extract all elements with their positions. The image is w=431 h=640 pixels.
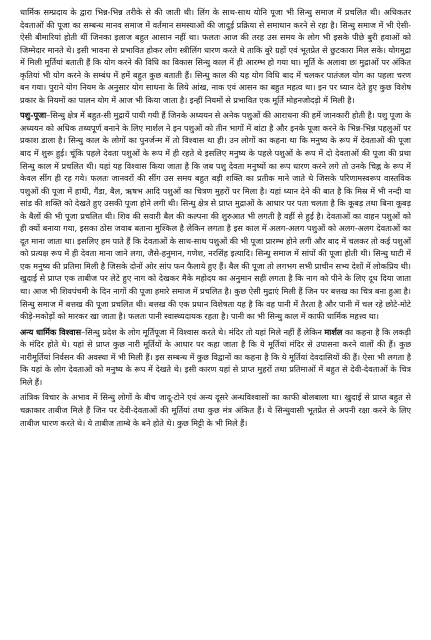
document-page [20, 6, 411, 634]
paragraph-animal-worship [20, 109, 411, 322]
paragraph-text: तांत्रिक विचार के अभाव में सिन्धु लोगों के बीच जादू-टोने एवं अन्य दूसरे अन्धविश्वासों का काफी बोलबाला था। खुदाई से प्राप्त बहुत से चक्राकार ताबीज मिले हैं जिन पर देवी-देवताओं की मूर्तियां तथा कुछ मंत्र अंकित हैं। ये सिन्धुवासी भूतप्रेत से अपनी रक्षा करने के लिए ताबीज धारण करते थे। ये ताबीज ताम्बे के बने होते थे। कुछ मिट्टी के भी मिले हैं। [20, 392, 411, 428]
paragraph-phallic-yoga-worship [20, 6, 411, 106]
paragraph-text: –सिन्धु क्षेत्र में बहुत-सी मुद्रायें पायी गयी हैं जिनके अध्ययन से अनेक पशुओं की आराधना की हमें जानकारी होती है। पशु पूजा के अध्ययन को अधिक तथ्यपूर्ण बनाने के लिए मार्शल ने इन पशुओं को तीन भागों में बांटा है और इनके पूजा करने के भिन्न-भिन्न पहलुओं पर प्रकाश डाला है। सिन्धु काल के लोगों का पुनर्जन्म में तो विश्वास था ही। उन लोगों का कहना था कि मनुष्य के रूप में देवताओं की पूजा बाद में शुरू हुई। चूंकि पहले देवता पशुओं के रूप में ही रहते थे इसलिए मनुष्य के पहले पशुओं के रूप में दो देवताओं की पूजा की प्रथा सिन्धु काल में प्रचलित थी। यहां यह विश्वास किया जाता है कि जब पशु देवता मनुष्यों का रूप धारण करने लगे तो उनके चिह्न के रूप में केवल सींग ही रह गये। फलतः जानवरों की सींग उस समय बहुत बड़ी शक्ति का प्रतीक माने जाते थे जिसके परिणामस्वरूप वास्तविक पशुओं की पूजा में हाथी, गैंडा, बैल, ऋषभ आदि पशुओं का चित्रण मुहरों पर मिला है। यहां ध्यान देने की बात है कि मिस्र में भी नन्दी या सांड की शक्ति को देखते हुए उसकी पूजा होने लगी थी। सिन्धु क्षेत्र से प्राप्त मुद्राओं के आधार पर पता चलता है कि कूबड़ तथा बिना कूबड़ के बैलों की भी पूजा प्रचलित थी। शिव की सवारी बैल की कल्पना की शुरुआत भी लगती है वहीं से हुई है। देवताओं का वाहन पशुओं को ही क्यों बनाया गया, इसका ठोस जवाब बताना मुश्किल है लेकिन लगता है इस काल में अलग-अलग पशुओं को अलग-अलग देवताओं का दूत माना जाता था। इसलिए हम पाते हैं कि देवताओं के साथ-साथ पशुओं की भी पूजा प्रारम्भ होने लगी और बाद में चलकर तो कई पशुओं को प्रत्यक्ष रूप में ही देवता माना जाने लगा, जैसे-हनुमान, गणेश, नरसिंह इत्यादि। सिन्धु समाज में सांपों की पूजा होती थी। सिन्धु घाटी में एक मनुष्य की प्रतिमा मिली है जिसके दोनों ओर सांप फन फैलाये हुए हैं। बैल की पूजा तो लगभग सभी प्राचीन सभ्य देशों में लोकप्रिय थी। खुदाई से प्राप्त एक ताबीज पर लेटे हुए नाग को देखकर मैके महोदय का अनुमान सही लगता है कि नाग को पीने के लिए दूध दिया जाता था। आज भी शिवपंचमी के दिन नागों की पूजा हमारे समाज में प्रचलित है। कुछ ऐसी मुद्राएं मिली हैं जिन पर बत्तख का चित्र बना हुआ है। सिन्धु समाज में बत्तख की पूजा प्रचलित थी। बत्तख की एक प्रधान विशेषता यह है कि वह पानी में तैरता है और पानी में चल रहे छोटे-मोटे कीड़े-मकोड़ों को मारकर खा जाता है। फलतः पानी स्वास्थ्यदायक रहता है। पानी का भी सिन्धु काल में काफी धार्मिक महत्त्व था। [20, 110, 411, 322]
section-heading-animal-worship: पशु-पूजा [20, 110, 47, 121]
paragraph-text: –सिन्धु प्रदेश के लोग मूर्तिपूजा में विश्वास करते थे। मंदिर तो यहां मिले नहीं हैं लेकिन [81, 326, 325, 337]
paragraph-text-continued: का कहना है कि लकड़ी के मंदिर होते थे। यहां से प्राप्त कुछ नारी मूर्तियों के आधार पर कहा जाता है कि ये मूर्तियां मंदिर से उपासना करने वालों की हैं। कुछ नारीमूर्तियां निर्वसन की अवस्था में भी मिली हैं। इस सम्बन्ध में कुछ विद्वानों का कहना है कि ये मूर्तियां देवदासियों की हैं। ऐसा भी लगता है कि यहां के लोग देवताओं को मनुष्य के रूप में देखते थे। इसी कारण यहां से प्राप्त मुहरों तथा प्रतिमाओं में बहुत से देवी-देवताओं के चित्र मिले हैं। [20, 326, 411, 387]
scholar-name-marshall: मार्शल [324, 326, 343, 337]
section-heading-other-beliefs: अन्य धार्मिक विश्वास [20, 326, 82, 337]
paragraph-other-beliefs [20, 326, 411, 389]
paragraph-text: धार्मिक सम्प्रदाय के द्वारा भिन्न-भिन्न तरीके से की जाती थी। लिंग के साथ-साथ योनि पूजा भी सिन्धु समाज में प्रचलित थी। अधिकतर देवताओं की पूजा का सम्बन्ध मानव समाज में वर्तमान समस्याओं की जादुई प्रक्रिया से समाधान करने से रहा है। सिन्धु समाज में भी ऐसी-ऐसी बीमारियां होती थीं जिनका इलाज बहुत आसान नहीं था। फलतः आज की तरह उस समय के लोग भी इसके पीछे बुरी हवाओं को जिम्मेदार मानते थे। इसी भावना से प्रभावित होकर लोग स्त्रीलिंग धारण करते थे ताकि बुरे ग्रहों एवं भूतप्रेत से छुटकारा मिल सके। योगमुद्रा में मिली मूर्तियां बताती हैं कि योग करने की विधि का विकास सिन्धु काल में ही आरम्भ हो गया था। मूर्ति के अलावा छः मुद्राओं पर अंकित कृतियां भी योग करने के सम्बंध में हमें बहुत कुछ बताती हैं। सिन्धु काल की यह योग विधि बाद में चलकर पातंजल योग का पहला चरण बन गया। पुराने योग नियम के अनुसार योग साधना के लिये आंख, नाक एवं आसन का बहुत महत्व था। इन पर ध्यान देते हुए कुछ विशेष प्रकार के नियमों का पालन योग में आज भी किया जाता है। इन्हीं नियमों से प्रभावित एक मूर्ति मोहनजोदड़ो में मिली है। [20, 7, 411, 105]
paragraph-magic-amulets [20, 391, 411, 429]
